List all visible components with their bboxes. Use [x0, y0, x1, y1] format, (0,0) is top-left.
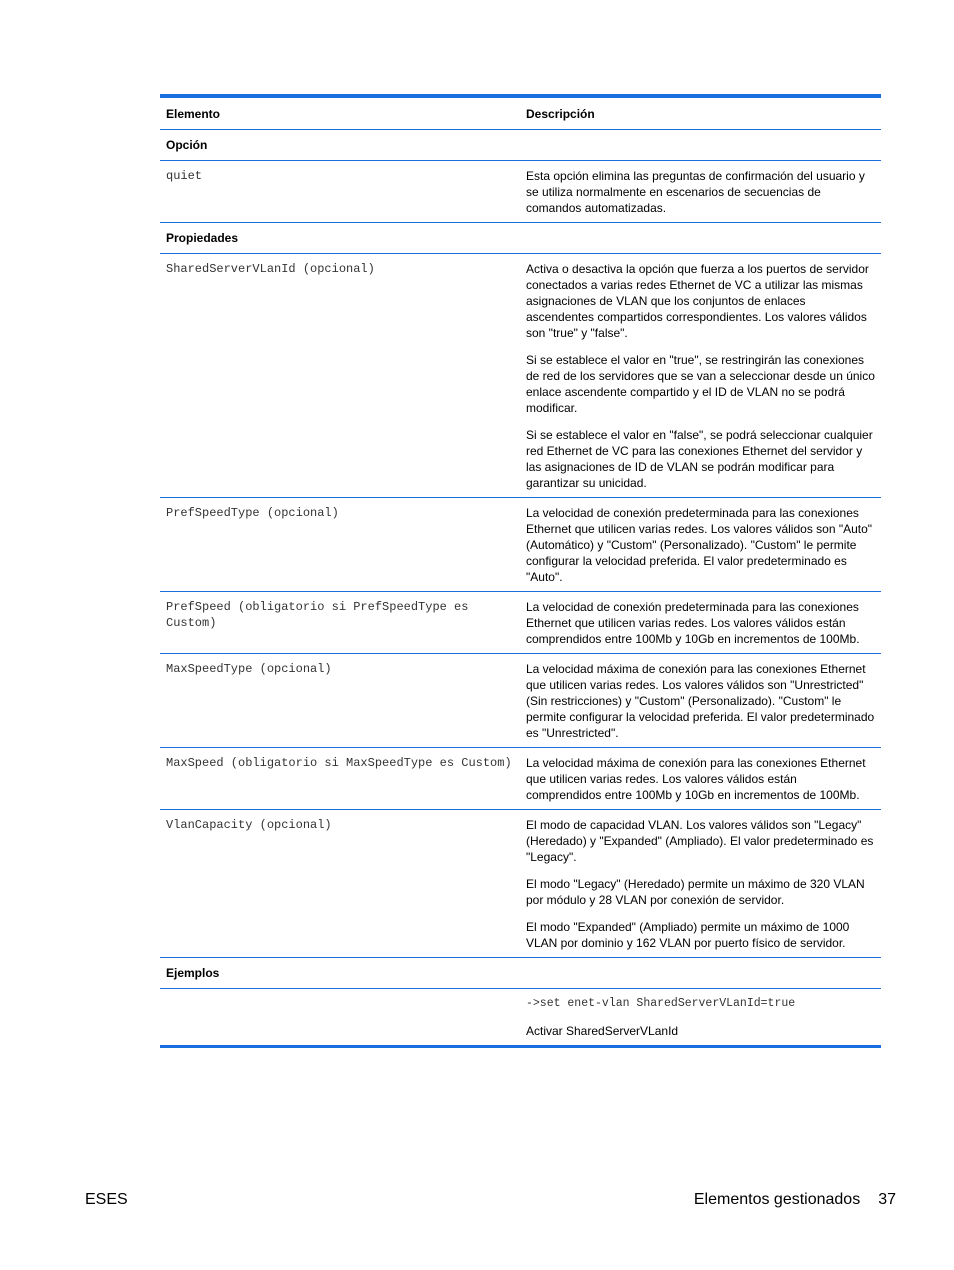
- element-description: [520, 810, 881, 958]
- description-paragraph: Activa o desactiva la opción que fuerza a los puertos de servidor conectados a varias redes Ethernet de VC a utilizar las mismas asignaciones de VLAN que los conjuntos de enlaces ascendentes compartidos correspondientes. Los valores válidos son "true" y "false".: [526, 262, 869, 340]
- table-row: [160, 161, 881, 223]
- footer-section-title: Elementos gestionados: [693, 1191, 861, 1208]
- description-paragraph: Si se establece el valor en "true", se restringirán las conexiones de red de los servidores que se van a seleccionar desde un único enlace ascendente compartido y el ID de VLAN no se podrá modificar.: [526, 353, 875, 415]
- header-description: Descripción: [520, 96, 881, 130]
- properties-table: [160, 94, 881, 1048]
- element-description: [520, 748, 881, 810]
- element-description: [520, 592, 881, 654]
- element-name: MaxSpeed (obligatorio si MaxSpeedType es Custom): [160, 748, 520, 810]
- element-description: [520, 654, 881, 748]
- description-paragraph: Si se establece el valor en "false", se podrá seleccionar cualquier red Ethernet de VC para las conexiones Ethernet del servidor y las asignaciones de ID de VLAN se podrán modificar para garantizar su unicidad.: [526, 428, 873, 490]
- table-row: [160, 498, 881, 592]
- page-number: 37: [878, 1191, 896, 1208]
- example-caption: Activar SharedServerVLanId: [526, 1024, 679, 1038]
- description-paragraph: El modo "Expanded" (Ampliado) permite un máximo de 1000 VLAN por dominio y 162 VLAN por puerto físico de servidor.: [526, 920, 850, 950]
- table-row: [160, 592, 881, 654]
- description-paragraph: El modo "Legacy" (Heredado) permite un máximo de 320 VLAN por módulo y 28 VLAN por conexión de servidor.: [526, 877, 865, 907]
- table-row: [160, 748, 881, 810]
- example-command: ->set enet-vlan SharedServerVLanId=true: [526, 997, 796, 1010]
- element-name: PrefSpeedType (opcional): [160, 498, 520, 592]
- element-name: MaxSpeedType (opcional): [160, 654, 520, 748]
- example-cell: [520, 989, 881, 1047]
- description-paragraph: El modo de capacidad VLAN. Los valores válidos son "Legacy" (Heredado) y "Expanded" (Ampliado). El valor predeterminado es "Legacy".: [526, 818, 874, 864]
- section-row-properties: [160, 223, 881, 254]
- section-examples-label: Ejemplos: [160, 958, 881, 989]
- section-properties-label: Propiedades: [160, 223, 881, 254]
- description-paragraph: La velocidad de conexión predeterminada para las conexiones Ethernet que utilicen varias redes. Los valores válidos están comprendidos entre 100Mb y 10Gb en incrementos de 100Mb.: [526, 600, 860, 646]
- table-row: [160, 810, 881, 958]
- description-paragraph: La velocidad máxima de conexión para las conexiones Ethernet que utilicen varias redes. Los valores válidos son "Unrestricted" (Sin restricciones) y "Custom" (Personalizado). "Custom" le permite configurar la velocidad preferida. El valor predeterminado es "Unrestricted".: [526, 662, 875, 740]
- element-description: [520, 161, 881, 223]
- section-row-option: [160, 130, 881, 161]
- element-name: VlanCapacity (opcional): [160, 810, 520, 958]
- footer-right: [694, 1191, 896, 1209]
- table-header-row: [160, 96, 881, 130]
- element-name: PrefSpeed (obligatorio si PrefSpeedType es Custom): [160, 592, 520, 654]
- example-empty-cell: [160, 989, 520, 1047]
- section-option-label: Opción: [160, 130, 881, 161]
- example-row: [160, 989, 881, 1047]
- description-paragraph: La velocidad máxima de conexión para las conexiones Ethernet que utilicen varias redes. Los valores válidos están comprendidos entre 100Mb y 10Gb en incrementos de 100Mb.: [526, 756, 866, 802]
- table-row: [160, 254, 881, 498]
- description-paragraph: Esta opción elimina las preguntas de confirmación del usuario y se utiliza normalmente en escenarios de secuencias de comandos automatizadas.: [526, 169, 865, 215]
- element-description: [520, 498, 881, 592]
- header-element: Elemento: [160, 96, 520, 130]
- element-description: [520, 254, 881, 498]
- description-paragraph: La velocidad de conexión predeterminada para las conexiones Ethernet que utilicen varias redes. Los valores válidos son "Auto" (Automático) y "Custom" (Personalizado). "Custom" le permite configurar la velocidad preferida. El valor predeterminado es "Auto".: [526, 506, 873, 584]
- element-name: SharedServerVLanId (opcional): [160, 254, 520, 498]
- element-name: quiet: [160, 161, 520, 223]
- section-row-examples: [160, 958, 881, 989]
- footer-language-code: ESES: [85, 1191, 128, 1208]
- table-row: [160, 654, 881, 748]
